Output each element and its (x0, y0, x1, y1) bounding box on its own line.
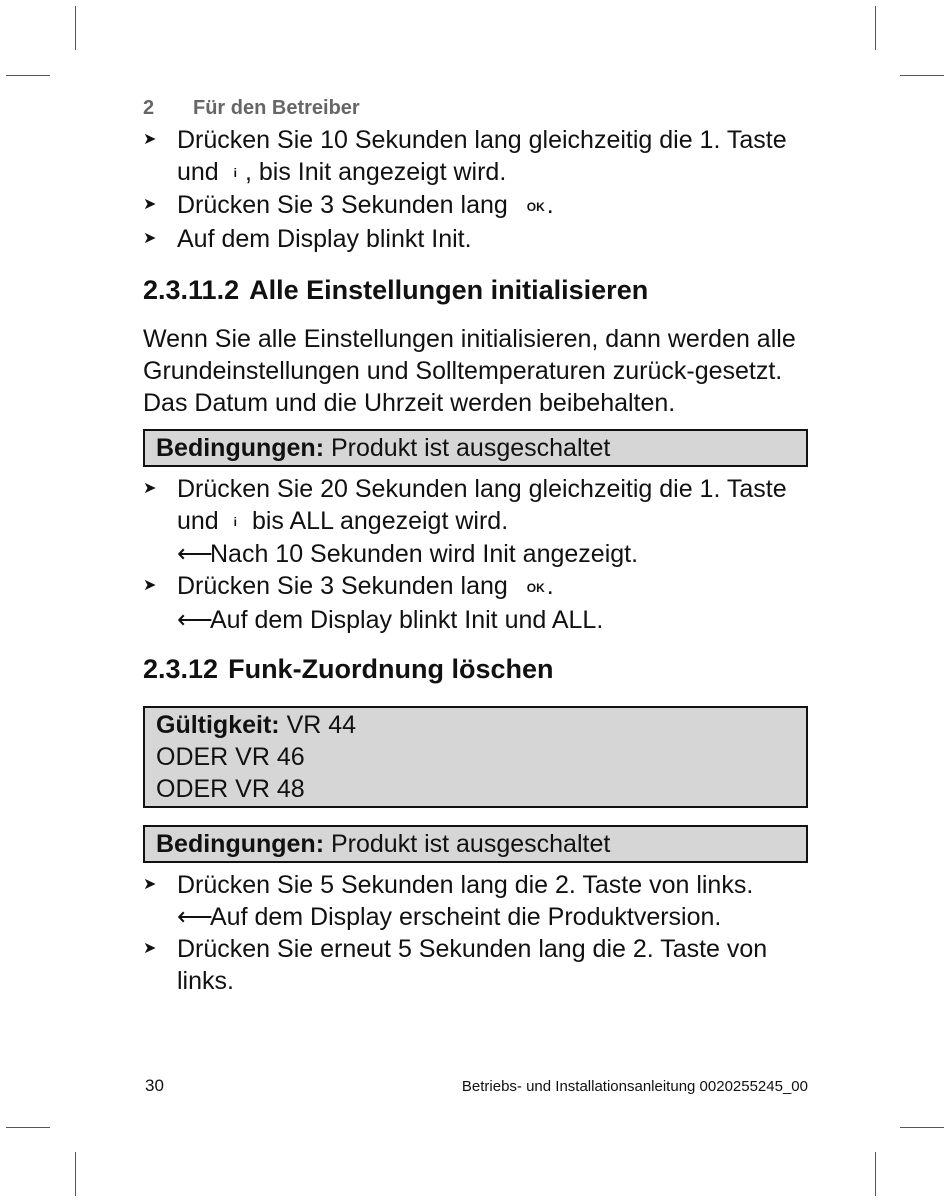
result-arrow-icon: ⟵ (177, 902, 213, 931)
step-item (143, 124, 808, 189)
step-text: Drücken Sie 5 Sekunden lang die 2. Taste von links. (177, 870, 754, 899)
condition-label: Bedingungen: (156, 433, 325, 462)
crop-mark (6, 1127, 50, 1128)
result-text: Auf dem Display erscheint die Produktversion. (210, 902, 722, 931)
result-arrow-icon: ⟵ (177, 540, 213, 569)
condition-box (143, 429, 808, 467)
info-key-icon: i (233, 515, 238, 530)
step-text: Drücken Sie 10 Sekunden lang gleichzeitig die 1. Taste und (177, 126, 787, 186)
section-title: Funk-Zuordnung löschen (228, 653, 554, 684)
condition-box (143, 825, 808, 863)
crop-mark (75, 1152, 76, 1196)
validity-line: VR 44 (286, 710, 357, 739)
step-text: , bis Init angezeigt wird. (245, 158, 507, 186)
result-text: Nach 10 Sekunden wird Init angezeigt. (210, 540, 639, 569)
crop-mark (875, 1152, 876, 1196)
result-arrow-icon: ⟵ (177, 605, 213, 634)
step-item (143, 189, 808, 222)
validity-box (143, 706, 808, 808)
step-result (177, 901, 808, 933)
bullet-arrow-icon: ➤ (143, 196, 157, 214)
section-number: 2.3.11.2 (143, 274, 240, 305)
condition-text: Produkt ist ausgeschaltet (330, 433, 611, 462)
step-text: bis ALL angezeigt wird. (245, 506, 509, 535)
step-list (143, 473, 808, 636)
bullet-arrow-icon: ➤ (143, 939, 157, 957)
step-result (177, 538, 808, 570)
step-item (143, 223, 808, 255)
document-title: Betriebs- und Installationsanleitung 0020255245_00 (461, 1078, 808, 1095)
bullet-arrow-icon: ➤ (143, 875, 157, 893)
section-number: 2.3.12 (143, 653, 219, 684)
step-list-top (143, 124, 808, 255)
step-list (143, 869, 808, 997)
step-text: Drücken Sie erneut 5 Sekunden lang die 2. Taste von links. (177, 934, 768, 995)
page-content (143, 94, 808, 997)
crop-mark (75, 6, 76, 50)
step-text: Drücken Sie 3 Sekunden lang (177, 191, 515, 220)
step-result (177, 604, 808, 636)
step-text: Auf dem Display blinkt Init. (177, 224, 472, 253)
crop-mark (900, 1127, 944, 1128)
condition-text: Produkt ist ausgeschaltet (330, 829, 611, 858)
validity-label: Gültigkeit: (156, 710, 280, 739)
bullet-arrow-icon: ➤ (143, 131, 157, 148)
crop-mark (900, 75, 944, 76)
crop-mark (6, 75, 50, 76)
condition-label: Bedingungen: (156, 829, 325, 858)
ok-key-icon: OK (526, 199, 545, 214)
validity-line: ODER VR 46 (156, 742, 305, 771)
body-paragraph: Das Datum und die Uhrzeit werden beibehalten. (143, 388, 676, 417)
step-item (143, 933, 808, 997)
step-text: . (546, 191, 554, 220)
step-item (143, 473, 808, 570)
ok-key-icon: OK (526, 580, 545, 595)
bullet-arrow-icon: ➤ (143, 577, 157, 595)
page-number: 30 (145, 1076, 164, 1095)
section-heading (143, 652, 808, 686)
bullet-arrow-icon: ➤ (143, 229, 157, 247)
crop-mark (875, 6, 876, 50)
info-key-icon: i (233, 166, 238, 181)
bullet-arrow-icon: ➤ (143, 479, 157, 497)
step-text: Drücken Sie 3 Sekunden lang (177, 572, 515, 601)
section-title: Alle Einstellungen initialisieren (249, 274, 649, 305)
step-text: Drücken Sie 20 Sekunden lang gleichzeitig die 1. Taste und (177, 474, 787, 535)
chapter-number: 2 (143, 97, 155, 119)
result-text: Auf dem Display blinkt Init und ALL. (210, 605, 604, 634)
step-item (143, 869, 808, 933)
section-heading (143, 273, 808, 307)
step-item (143, 570, 808, 635)
step-text: . (546, 572, 554, 601)
validity-line: ODER VR 48 (156, 774, 305, 803)
chapter-title: Für den Betreiber (193, 97, 360, 119)
running-header (143, 94, 808, 124)
body-paragraph: Wenn Sie alle Einstellungen initialisieren, dann werden alle Grundeinstellungen und Solltemperaturen zurück-gesetzt. (143, 324, 796, 385)
